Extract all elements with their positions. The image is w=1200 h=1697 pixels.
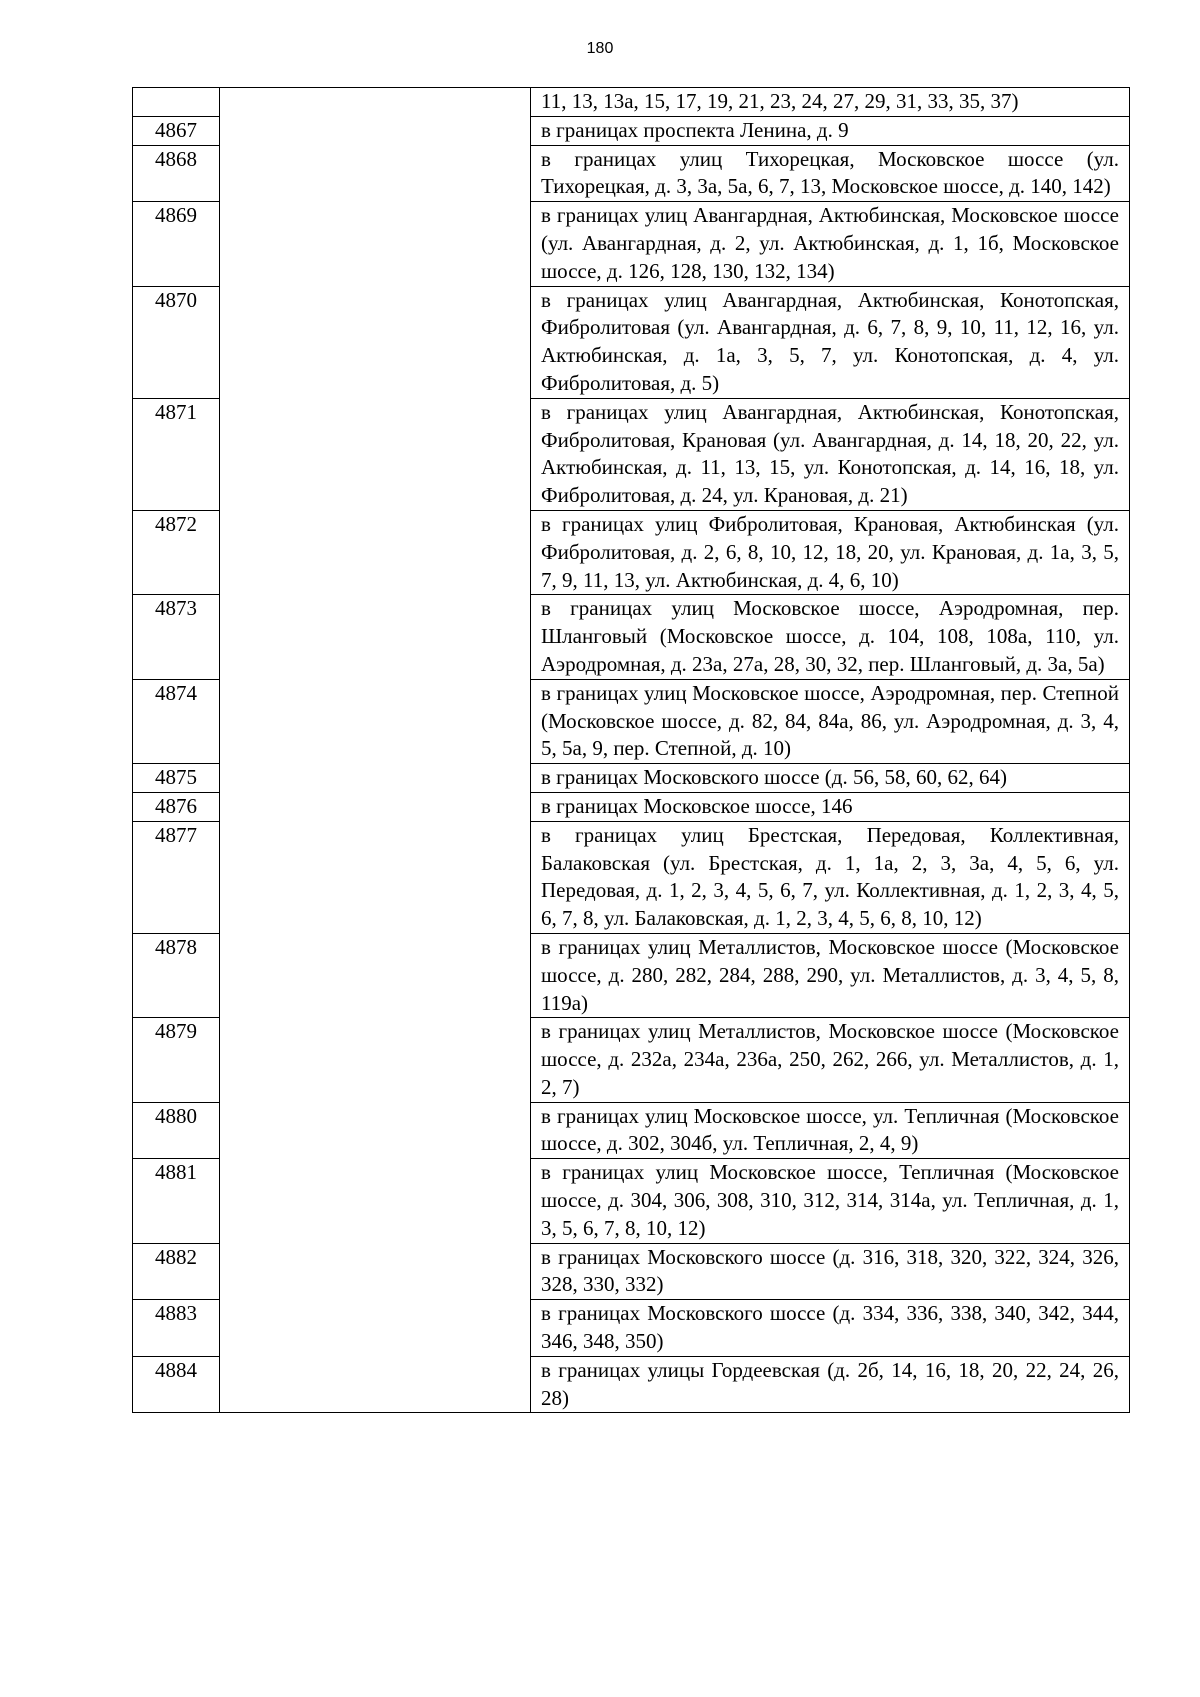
row-number: 4872 xyxy=(133,510,220,594)
row-address: в границах улиц Авангардная, Актюбинская, Московское шоссе (ул. Авангардная, д. 2, ул. Актюбинская, д. 1, 1б, Московское шоссе, д. 126, 128, 130, 132, 134) xyxy=(531,202,1130,286)
row-number: 4873 xyxy=(133,595,220,679)
row-number: 4877 xyxy=(133,821,220,933)
page-number: 180 xyxy=(586,40,614,57)
row-address: в границах улиц Металлистов, Московское шоссе (Московское шоссе, д. 280, 282, 284, 288, 290, ул. Металлистов, д. 3, 4, 5, 8, 119а) xyxy=(531,933,1130,1017)
row-number: 4882 xyxy=(133,1243,220,1300)
row-address: в границах улиц Фибролитовая, Крановая, Актюбинская (ул. Фибролитовая, д. 2, 6, 8, 10, 12, 18, 20, ул. Крановая, д. 1а, 3, 5, 7, 9, 11, 13, ул. Актюбинская, д. 4, 6, 10) xyxy=(531,510,1130,594)
row-address: в границах Московское шоссе, 146 xyxy=(531,792,1130,821)
row-number: 4867 xyxy=(133,116,220,145)
row-address: в границах улиц Брестская, Передовая, Коллективная, Балаковская (ул. Брестская, д. 1, 1а, 2, 3, 3а, 4, 5, 6, ул. Передовая, д. 1, 2, 3, 4, 5, 6, 7, ул. Коллективная, д. 1, 2, 3, 4, 5, 6, 7, 8, ул. Балаковская, д. 1, 2, 3, 4, 5, 6, 8, 10, 12) xyxy=(531,821,1130,933)
row-address: в границах улиц Московское шоссе, Аэродромная, пер. Шланговый (Московское шоссе, д. 104, 108, 108а, 110, ул. Аэродромная, д. 23а, 27а, 28, 30, 32, пер. Шланговый, д. 3а, 5а) xyxy=(531,595,1130,679)
row-number: 4875 xyxy=(133,764,220,793)
row-number: 4884 xyxy=(133,1356,220,1413)
row-number xyxy=(133,88,220,117)
address-table xyxy=(132,87,1130,1413)
row-address: в границах улиц Московское шоссе, Аэродромная, пер. Степной (Московское шоссе, д. 82, 84, 84а, 86, ул. Аэродромная, д. 3, 4, 5, 5а, 9, пер. Степной, д. 10) xyxy=(531,679,1130,763)
row-address: в границах улиц Московское шоссе, Тепличная (Московское шоссе, д. 304, 306, 308, 310, 312, 314, 314а, ул. Тепличная, д. 1, 3, 5, 6, 7, 8, 10, 12) xyxy=(531,1159,1130,1243)
row-number: 4879 xyxy=(133,1018,220,1102)
row-address: 11, 13, 13а, 15, 17, 19, 21, 23, 24, 27, 29, 31, 33, 35, 37) xyxy=(531,88,1130,117)
address-table-body xyxy=(133,88,1130,1413)
empty-cell xyxy=(220,88,531,1413)
row-number: 4871 xyxy=(133,398,220,510)
row-address: в границах улиц Тихорецкая, Московское шоссе (ул. Тихорецкая, д. 3, 3а, 5а, 6, 7, 13, Московское шоссе, д. 140, 142) xyxy=(531,145,1130,202)
row-number: 4883 xyxy=(133,1300,220,1357)
row-address: в границах улиц Авангардная, Актюбинская, Конотопская, Фибролитовая (ул. Авангардная, д. 6, 7, 8, 9, 10, 11, 12, 16, ул. Актюбинская, д. 1а, 3, 5, 7, ул. Конотопская, д. 4, ул. Фибролитовая, д. 5) xyxy=(531,286,1130,398)
row-address: в границах улиц Металлистов, Московское шоссе (Московское шоссе, д. 232а, 234а, 236а, 250, 262, 266, ул. Металлистов, д. 1, 2, 7) xyxy=(531,1018,1130,1102)
row-address: в границах Московского шоссе (д. 334, 336, 338, 340, 342, 344, 346, 348, 350) xyxy=(531,1300,1130,1357)
row-number: 4868 xyxy=(133,145,220,202)
row-number: 4874 xyxy=(133,679,220,763)
row-address: в границах улицы Гордеевская (д. 2б, 14, 16, 18, 20, 22, 24, 26, 28) xyxy=(531,1356,1130,1413)
row-number: 4870 xyxy=(133,286,220,398)
row-address: в границах улиц Московское шоссе, ул. Тепличная (Московское шоссе, д. 302, 304б, ул. Тепличная, 2, 4, 9) xyxy=(531,1102,1130,1159)
row-number: 4869 xyxy=(133,202,220,286)
row-number: 4878 xyxy=(133,933,220,1017)
row-number: 4880 xyxy=(133,1102,220,1159)
row-number: 4881 xyxy=(133,1159,220,1243)
row-number: 4876 xyxy=(133,792,220,821)
row-address: в границах проспекта Ленина, д. 9 xyxy=(531,116,1130,145)
row-address: в границах Московского шоссе (д. 56, 58, 60, 62, 64) xyxy=(531,764,1130,793)
row-address: в границах улиц Авангардная, Актюбинская, Конотопская, Фибролитовая, Крановая (ул. Авангардная, д. 14, 18, 20, 22, ул. Актюбинская, д. 11, 13, 15, ул. Конотопская, д. 14, 16, 18, ул. Фибролитовая, д. 24, ул. Крановая, д. 21) xyxy=(531,398,1130,510)
table-row xyxy=(133,88,1130,117)
row-address: в границах Московского шоссе (д. 316, 318, 320, 322, 324, 326, 328, 330, 332) xyxy=(531,1243,1130,1300)
